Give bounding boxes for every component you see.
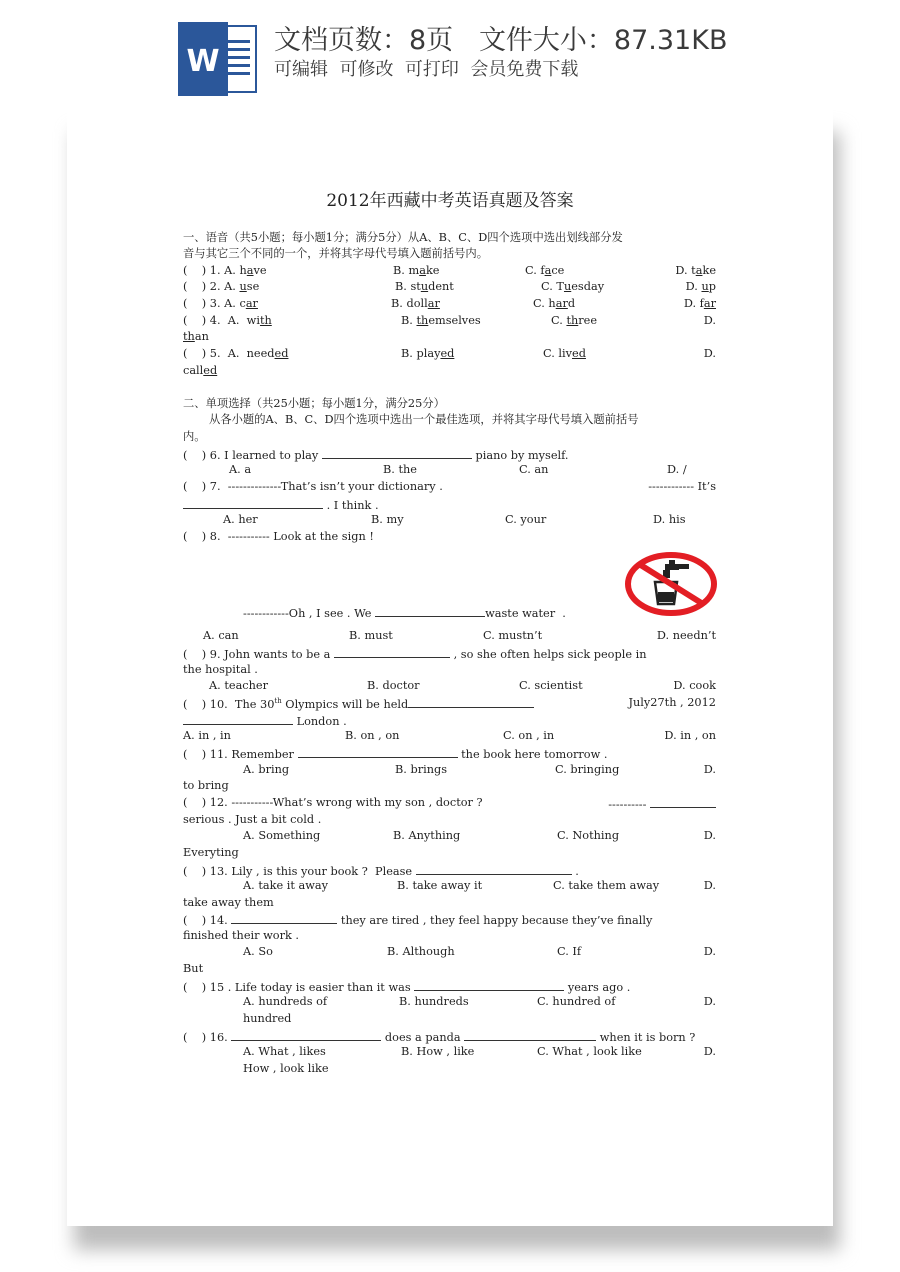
question-7: ( ) 7. --------------That’s isn’t your dictionary . ------------ It’s: [183, 480, 716, 493]
sec2-heading-2: 从各小题的A、B、C、D四个选项中选出一个最佳选项，并将其字母代号填入题前括号: [209, 413, 639, 426]
sec2-heading: 二、单项选择（共25小题；每小题1分，满分25分）: [183, 397, 445, 410]
banner-info: [274, 18, 727, 57]
question-16-cont: How , look like: [243, 1062, 329, 1075]
question-16-options: A. What , likes B. How , like C. What , look like D.: [243, 1045, 716, 1058]
question-15-cont: hundred: [243, 1012, 292, 1025]
question-10-cont: London .: [183, 712, 716, 728]
question-14-options: A. So B. Although C. If D.: [243, 945, 716, 958]
question-15-options: A. hundreds of B. hundreds C. hundred of D.: [243, 995, 716, 1008]
question-8-options: A. can B. must C. mustn’t D. needn’t: [203, 629, 716, 642]
sec2-heading-3: 内。: [183, 430, 206, 443]
doc-title: 2012年西藏中考英语真题及答案: [326, 191, 574, 211]
question-9-options: A. teacher B. doctor C. scientist D. cook: [209, 679, 716, 692]
question-9-cont: the hospital .: [183, 663, 258, 676]
question-12-cont-2: Everyting: [183, 846, 239, 859]
question-10: ( ) 10. The 30th Olympics will be held July27th , 2012: [183, 696, 716, 711]
word-icon-letter: W: [186, 44, 220, 79]
question-12-options: A. Something B. Anything C. Nothing D.: [243, 829, 716, 842]
sec1-heading: 一、语音（共5小题；每小题1分；满分5分）从A、B、C、D四个选项中选出划线部分发: [183, 231, 623, 244]
question-9: ( ) 9. John wants to be a , so she often helps sick people in: [183, 645, 716, 661]
question-11: ( ) 11. Remember the book here tomorrow .: [183, 745, 716, 761]
question-13-cont: take away them: [183, 896, 274, 909]
question-11-cont: to bring: [183, 779, 229, 792]
question-3: ( ) 3. A. car B. dollar C. hard D. far: [183, 297, 716, 310]
banner-features: 可编辑 可修改 可打印 会员免费下载: [274, 59, 579, 80]
question-4: ( ) 4. A. with B. themselves C. three D.: [183, 314, 716, 327]
file-size: 文件大小：87.31KB: [478, 25, 728, 56]
sec1-heading-2: 音与其它三个不同的一个，并将其字母代号填入题前括号内。: [183, 247, 489, 260]
question-6: ( ) 6. I learned to play piano by myself.: [183, 446, 716, 462]
page-count: 文档页数：8页: [274, 25, 454, 56]
question-8-reply: ------------Oh , I see . We waste water .: [183, 604, 716, 620]
question-11-options: A. bring B. brings C. bringing D.: [243, 763, 716, 776]
question-4-cont: than: [183, 330, 209, 343]
question-2: ( ) 2. A. use B. student C. Tuesday D. up: [183, 280, 716, 293]
question-12-cont: serious . Just a bit cold .: [183, 813, 322, 826]
question-12: ( ) 12. -----------What’s wrong with my son , doctor ? ----------: [183, 795, 716, 811]
question-14-cont: finished their work .: [183, 929, 300, 942]
question-7-options: A. her B. my C. your D. his: [223, 513, 686, 526]
question-13-options: A. take it away B. take away it C. take them away D.: [243, 879, 716, 892]
question-8: ( ) 8. ----------- Look at the sign !: [183, 530, 374, 543]
document-page: [67, 96, 833, 1226]
question-7-cont: . I think .: [183, 496, 716, 512]
question-1: ( ) 1. A. have B. make C. face D. take: [183, 264, 716, 277]
question-14: ( ) 14. they are tired , they feel happy because they’ve finally: [183, 911, 716, 927]
question-16: ( ) 16. does a panda when it is born ?: [183, 1028, 716, 1044]
question-14-cont-2: But: [183, 962, 204, 975]
question-6-options: A. a B. the C. an D. /: [229, 463, 687, 476]
download-banner: [0, 0, 900, 96]
question-15: ( ) 15 . Life today is easier than it was years ago .: [183, 978, 716, 994]
word-icon: [178, 22, 258, 96]
question-10-options: A. in , in B. on , on C. on , in D. in , on: [183, 729, 716, 742]
question-5: ( ) 5. A. needed B. played C. lived D.: [183, 347, 716, 360]
question-5-cont: called: [183, 364, 218, 377]
question-13: ( ) 13. Lily , is this your book ? Please .: [183, 862, 716, 878]
